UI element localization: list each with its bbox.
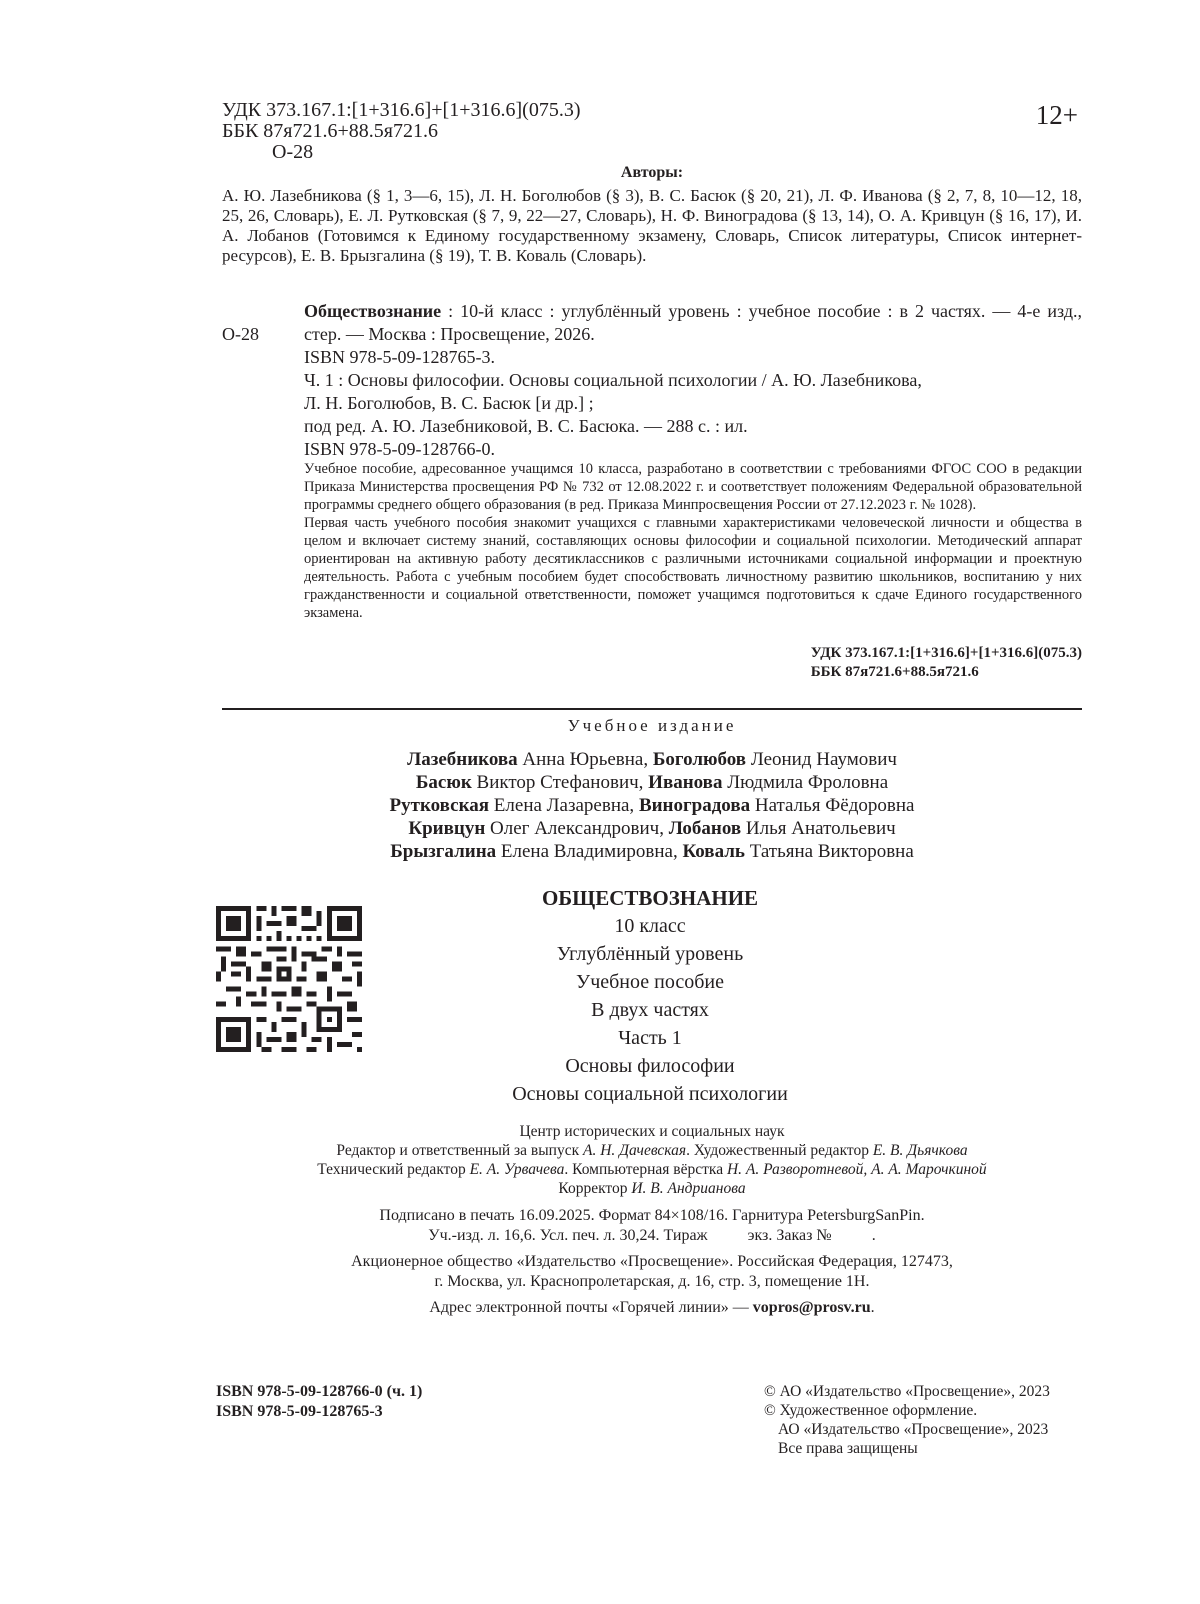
- biblio-isbn-set: ISBN 978-5-09-128765-3.: [304, 347, 495, 367]
- qr-code-icon[interactable]: [216, 906, 362, 1052]
- staff-person: И. В. Андрианова: [631, 1180, 746, 1197]
- publisher-name: Акционерное общество «Издательство «Просвещение». Российская Федерация, 127473,: [351, 1253, 953, 1270]
- credit-surname: Брызгалина: [390, 841, 497, 862]
- credit-name: Леонид Наумович: [746, 749, 897, 770]
- staff-line-corrector: [222, 1179, 1082, 1198]
- edition-label: Учебное издание: [567, 716, 737, 735]
- credits-list: [222, 748, 1082, 863]
- udk-code: УДК 373.167.1:[1+316.6]+[1+316.6](075.3): [222, 99, 581, 121]
- annotation-paragraph-1: Учебное пособие, адресованное учащимся 10 класса, разработано в соответствии с требованиями ФГОС СОО в редакции Приказа Министерства просвещения РФ № 732 от 12.08.2022 г. и соответствует положениям Федеральной образовательной программы среднего общего образования (в ред. Приказа Минпросвещения России от 27.12.2023 г. № 1028).: [304, 461, 1082, 513]
- credit-name: Илья Анатольевич: [741, 818, 896, 839]
- bibliographic-record: [222, 300, 1082, 461]
- credit-surname: Кривцун: [408, 818, 486, 839]
- staff-line-editors: [222, 1141, 1082, 1160]
- biblio-code: О-28: [222, 324, 259, 344]
- credit-name: Олег Александрович,: [485, 818, 669, 839]
- staff-role: Корректор: [558, 1180, 632, 1197]
- book-parts: В двух частях: [591, 999, 709, 1021]
- credit-surname: Рутковская: [389, 795, 490, 816]
- credit-name: Людмила Фроловна: [722, 772, 889, 793]
- hotline-period: .: [870, 1299, 875, 1316]
- credit-surname: Лазебникова: [407, 749, 518, 770]
- copyright-line-2: © Художественное оформление.: [764, 1402, 978, 1419]
- annotation-paragraph-2: Первая часть учебного пособия знакомит учащихся с главными характеристиками человеческой личности и общества в целом и включает систему знаний, составляющих основы философии и социальной психологии. Методический аппарат ориентирован на активную работу десятиклассников с различными источниками социальной информации и проектную деятельность. Работа с учебным пособием будет способствовать личностному развитию школьников, воспитанию у них гражданственности и социальной ответственности, поможет учащимся подготовиться к сдаче Единого государственного экзамена.: [304, 515, 1082, 621]
- credit-surname: Коваль: [682, 841, 745, 862]
- credit-name: Наталья Фёдоровна: [750, 795, 915, 816]
- book-subtitle-1: Основы философии: [565, 1055, 735, 1077]
- credit-surname: Боголюбов: [652, 749, 747, 770]
- copyright-line-4: Все права защищены: [778, 1440, 918, 1457]
- copyright-block: [764, 1382, 1050, 1458]
- credit-line: [222, 771, 1082, 794]
- hotline-line: [222, 1298, 1082, 1318]
- book-title: ОБЩЕСТВОЗНАНИЕ: [541, 886, 759, 910]
- divider: [222, 708, 1082, 710]
- isbn-set: ISBN 978-5-09-128765-3: [216, 1403, 383, 1420]
- biblio-title-row: [222, 300, 1082, 346]
- print-signed: Подписано в печать 16.09.2025. Формат 84×108/16. Гарнитура PetersburgSanPin.: [379, 1207, 925, 1224]
- staff-line-technical: [222, 1160, 1082, 1179]
- isbn-block: [216, 1382, 422, 1422]
- book-grade: 10 класс: [614, 915, 686, 937]
- credit-name: Елена Владимировна,: [496, 841, 683, 862]
- credit-surname: Лобанов: [668, 818, 742, 839]
- book-title-block: [430, 884, 870, 1108]
- age-rating: 12+: [1035, 100, 1078, 130]
- staff-center: Центр исторических и социальных наук: [519, 1123, 785, 1140]
- biblio-title: Обществознание: [304, 301, 442, 321]
- credit-line: [222, 794, 1082, 817]
- annotation-codes: [811, 644, 1082, 682]
- publisher-address: г. Москва, ул. Краснопролетарская, д. 16, стр. 3, помещение 1Н.: [434, 1273, 870, 1290]
- credit-name: Татьяна Викторовна: [744, 841, 914, 862]
- hotline-label: Адрес электронной почты «Горячей линии» —: [429, 1299, 753, 1316]
- annotation-bbk: ББК 87я721.6+88.5я721.6: [810, 664, 979, 680]
- staff-person: Е. В. Дьячкова: [872, 1142, 968, 1159]
- credit-surname: Виноградова: [638, 795, 751, 816]
- book-level: Углублённый уровень: [556, 943, 744, 965]
- author-code: О-28: [272, 141, 314, 163]
- staff-role: . Художественный редактор: [686, 1142, 873, 1159]
- authors-list: А. Ю. Лазебникова (§ 1, 3—6, 15), Л. Н. Боголюбов (§ 3), В. С. Басюк (§ 20, 21), Л. Ф. Иванова (§ 2, 7, 8, 10—12, 18, 25, 26, Словарь), Е. Л. Рутковская (§ 7, 9, 22—27, Словарь), Н. Ф. Виноградова (§ 13, 14), О. А. Кривцун (§ 16, 17), И. А. Лобанов (Готовимся к Единому государственному экзамену, Словарь, Список литературы, Список интернет-ресурсов), Е. В. Брызгалина (§ 19), Т. В. Коваль (Словарь).: [222, 186, 1082, 265]
- hotline-email-link[interactable]: vopros@prosv.ru: [752, 1299, 871, 1316]
- staff-block: [222, 1122, 1082, 1198]
- credit-surname: Басюк: [415, 772, 472, 793]
- annotation: [304, 460, 1082, 622]
- copyright-line-1: © АО «Издательство «Просвещение», 2023: [764, 1383, 1050, 1400]
- staff-role: . Компьютерная вёрстка: [564, 1161, 727, 1178]
- book-part: Часть 1: [618, 1027, 682, 1049]
- credit-line: [222, 748, 1082, 771]
- biblio-title-rest: : 10-й класс : углублённый уровень : учебное пособие : в 2 частях. — 4-е изд., стер. — Москва : Просвещение, 2026.: [304, 301, 1082, 344]
- book-subtitle-2: Основы социальной психологии: [512, 1083, 788, 1105]
- biblio-part-line2: Л. Н. Боголюбов, В. С. Басюк [и др.] ;: [304, 393, 594, 413]
- credit-line: [222, 840, 1082, 863]
- annotation-udk: УДК 373.167.1:[1+316.6]+[1+316.6](075.3): [810, 645, 1082, 661]
- credit-name: Елена Лазаревна,: [489, 795, 639, 816]
- book-type: Учебное пособие: [576, 971, 724, 993]
- header-codes: [222, 100, 580, 163]
- staff-role: Технический редактор: [317, 1161, 470, 1178]
- biblio-part-line1: Ч. 1 : Основы философии. Основы социальной психологии / А. Ю. Лазебникова,: [304, 370, 922, 390]
- copyright-line-3: АО «Издательство «Просвещение», 2023: [778, 1421, 1049, 1438]
- staff-role: Редактор и ответственный за выпуск: [336, 1142, 583, 1159]
- staff-person: Н. А. Разворотневой, А. А. Марочкиной: [726, 1161, 987, 1178]
- biblio-part-line3: под ред. А. Ю. Лазебниковой, В. С. Басюка. — 288 с. : ил.: [304, 416, 748, 436]
- staff-person: А. Н. Дачевская: [582, 1142, 687, 1159]
- print-volume: Уч.-изд. л. 16,6. Усл. печ. л. 30,24. Тираж экз. Заказ № .: [428, 1227, 876, 1244]
- biblio-isbn-part: ISBN 978-5-09-128766-0.: [304, 439, 495, 459]
- bbk-code: ББК 87я721.6+88.5я721.6: [222, 120, 438, 142]
- authors-title: Авторы:: [620, 164, 684, 181]
- credit-line: [222, 817, 1082, 840]
- print-info: [222, 1206, 1082, 1318]
- staff-person: Е. А. Урвачева: [469, 1161, 565, 1178]
- isbn-part: ISBN 978-5-09-128766-0 (ч. 1): [216, 1383, 423, 1400]
- credit-name: Анна Юрьевна,: [517, 749, 653, 770]
- credit-name: Виктор Стефанович,: [471, 772, 649, 793]
- credit-surname: Иванова: [648, 772, 723, 793]
